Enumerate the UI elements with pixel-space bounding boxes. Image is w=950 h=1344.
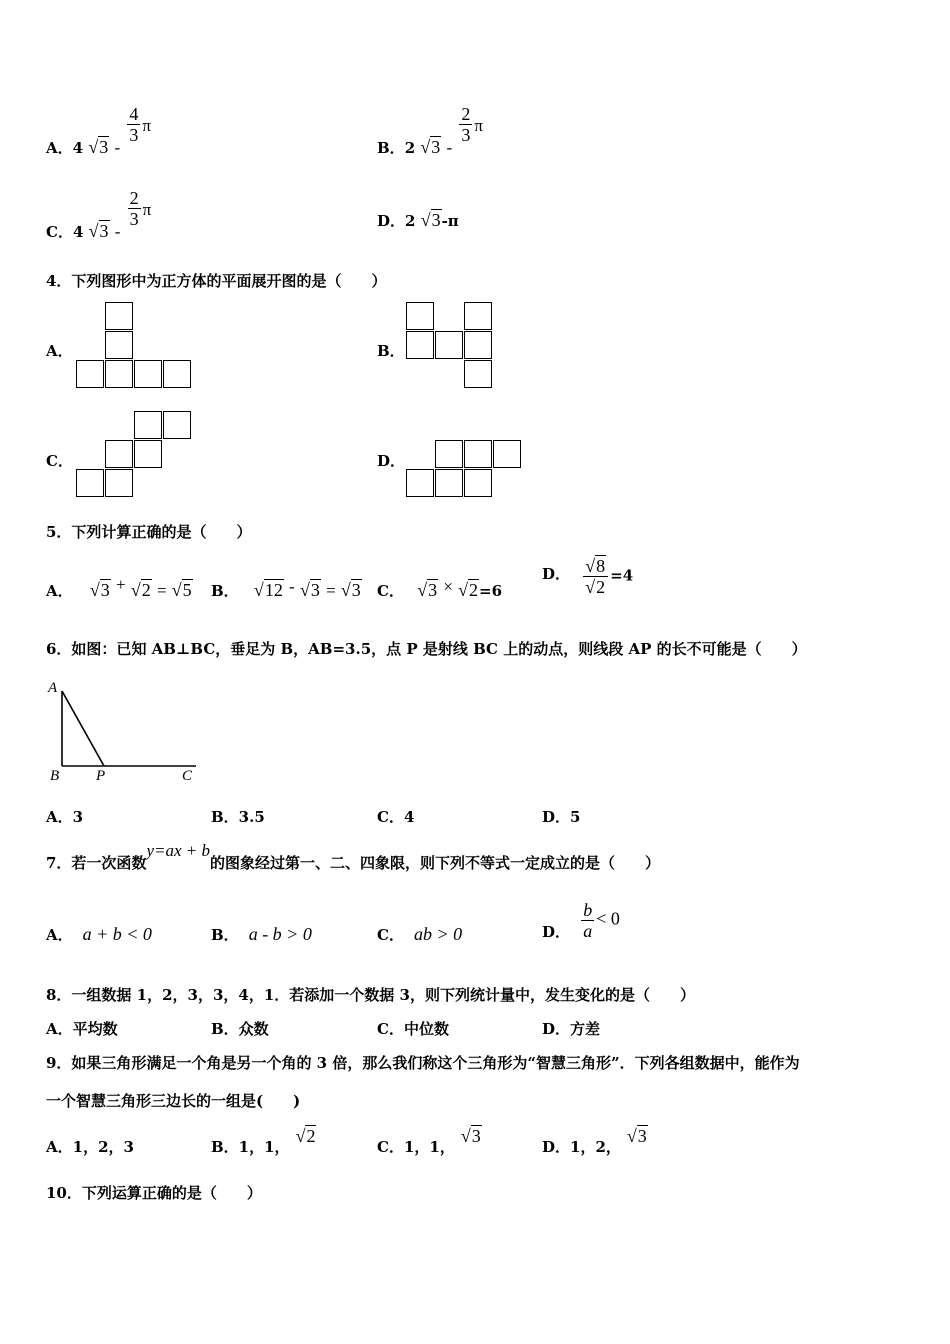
q9-option-a[interactable]: A．1，2，3 <box>46 1138 134 1156</box>
q5-option-c-label: C． <box>377 582 404 600</box>
q4-option-c-label[interactable]: C． <box>46 452 73 470</box>
q8-stem: 8．一组数据 1，2，3，3，4，1．若添加一个数据 3，则下列统计量中，发生变化的是（ ） <box>46 986 695 1004</box>
q7-d-tail: < 0 <box>596 908 620 929</box>
q3-c-coef: 4 <box>72 222 84 241</box>
q3-a-sqrt: √3 <box>88 136 109 157</box>
label-b: B <box>50 768 60 784</box>
q4-option-d-label[interactable]: D． <box>377 452 406 470</box>
q8-option-a[interactable]: A．平均数 <box>46 1020 118 1038</box>
q7-option-b[interactable] <box>211 924 312 945</box>
q5-option-a[interactable]: A． √3 + √2 = √5 <box>46 575 192 600</box>
q5-option-b[interactable]: B． √12 - √3 = √3 <box>211 577 361 600</box>
q3-b-fraction: $\frac{2}{3}$ <box>461 104 471 145</box>
q3-a-coef: 4 <box>72 138 84 157</box>
q7-option-d-label: D． <box>542 922 571 941</box>
q3-option-c-label: C． <box>46 222 73 241</box>
q5-option-d[interactable]: D． $\frac{√8}{√2}$ =4 <box>542 556 634 597</box>
q3-c-sqrt: √3 <box>88 220 109 241</box>
q3-b-coef: 2 <box>404 138 416 157</box>
q6-option-d[interactable]: D．5 <box>542 808 581 826</box>
q5-option-c[interactable]: C． √3 × √2=6 <box>377 577 503 600</box>
q7-d-fraction: $\frac{b}{a}$ <box>583 900 593 941</box>
q9-stem-line1: 9．如果三角形满足一个角是另一个角的 3 倍，那么我们称这个三角形为“智慧三角形”．下列各组数据中，能作为 <box>46 1054 800 1072</box>
q5-option-b-label: B． <box>211 582 239 600</box>
q7-c-expr: ab > 0 <box>413 924 463 944</box>
q7-b-expr: a - b > 0 <box>248 924 312 944</box>
q5-stem: 5．下列计算正确的是（ ） <box>46 523 252 541</box>
q9-option-c[interactable]: C．1，1，√3 <box>377 1126 481 1156</box>
q7-option-a-label: A． <box>46 926 73 944</box>
q9-option-b-label: B．1，1， <box>211 1138 290 1156</box>
q7-stem-pre: 7．若一次函数 <box>46 854 147 872</box>
q3-option-b-label: B． <box>377 138 405 157</box>
q7-stem-post: 的图象经过第一、二、四象限，则下列不等式一定成立的是（ ） <box>210 854 661 872</box>
q10-stem: 10．下列运算正确的是（ ） <box>46 1184 262 1202</box>
q3-d-sqrt: √3 <box>420 210 441 230</box>
q7-formula: y=ax + b <box>146 841 210 860</box>
q3-a-fraction: $\frac{4}{3}$ <box>129 104 139 145</box>
q7-option-b-label: B． <box>211 926 239 944</box>
q7-stem <box>46 841 661 873</box>
q6-option-b[interactable]: B．3.5 <box>211 808 265 826</box>
q4-stem: 4．下列图形中为正方体的平面展开图的是（ ） <box>46 272 387 290</box>
q5-option-a-label: A． <box>46 582 73 600</box>
q3-option-a-label: A． <box>46 138 73 157</box>
q6-figure <box>46 676 202 786</box>
q3-d-coef: 2 <box>405 212 416 230</box>
q9-option-d[interactable]: D．1，2，√3 <box>542 1126 647 1156</box>
q7-option-c-label: C． <box>377 926 404 944</box>
q7-option-c[interactable] <box>377 924 462 945</box>
q5-d-fraction: $\frac{√8}{√2}$ <box>583 556 608 597</box>
q8-option-b[interactable]: B．众数 <box>211 1020 269 1038</box>
q7-option-a[interactable] <box>46 924 152 945</box>
q5-option-d-label: D． <box>542 564 571 583</box>
q4-option-b-label[interactable]: B． <box>377 342 405 360</box>
q7-a-expr: a + b < 0 <box>82 924 152 944</box>
label-c: C <box>182 768 193 784</box>
label-p: P <box>96 768 106 784</box>
q3-option-d[interactable] <box>377 210 459 231</box>
q3-option-c[interactable]: C．4 √3 - $\frac{2}{3}$ π <box>46 188 152 241</box>
label-a: A <box>48 680 58 696</box>
q4-option-a-label[interactable]: A． <box>46 342 73 360</box>
q3-option-b[interactable]: B．2 √3 - $\frac{2}{3}$ π <box>377 104 483 157</box>
q6-option-c[interactable]: C．4 <box>377 808 415 826</box>
q3-d-tail: -π <box>441 212 459 230</box>
q9-option-b[interactable]: B．1，1，√2 <box>211 1126 316 1156</box>
q9-stem-line2: 一个智慧三角形三边长的一组是( ) <box>46 1092 301 1110</box>
q9-option-c-label: C．1，1， <box>377 1138 455 1156</box>
q7-option-d[interactable] <box>542 900 620 941</box>
q3-option-a[interactable]: A．4 √3 - $\frac{4}{3}$ π <box>46 104 151 157</box>
q9-option-d-label: D．1，2， <box>542 1138 621 1156</box>
q3-b-sqrt: √3 <box>420 136 441 157</box>
q3-c-fraction: $\frac{2}{3}$ <box>129 188 139 229</box>
q8-option-c[interactable]: C．中位数 <box>377 1020 449 1038</box>
q8-option-d[interactable]: D．方差 <box>542 1020 601 1038</box>
q6-option-a[interactable]: A．3 <box>46 808 84 826</box>
q3-option-d-label: D． <box>377 212 406 230</box>
segment-ap <box>62 691 104 766</box>
q6-stem: 6．如图：已知 AB⊥BC，垂足为 B，AB=3.5，点 P 是射线 BC 上的动点，则线段 AP 的长不可能是（ ） <box>46 640 807 658</box>
